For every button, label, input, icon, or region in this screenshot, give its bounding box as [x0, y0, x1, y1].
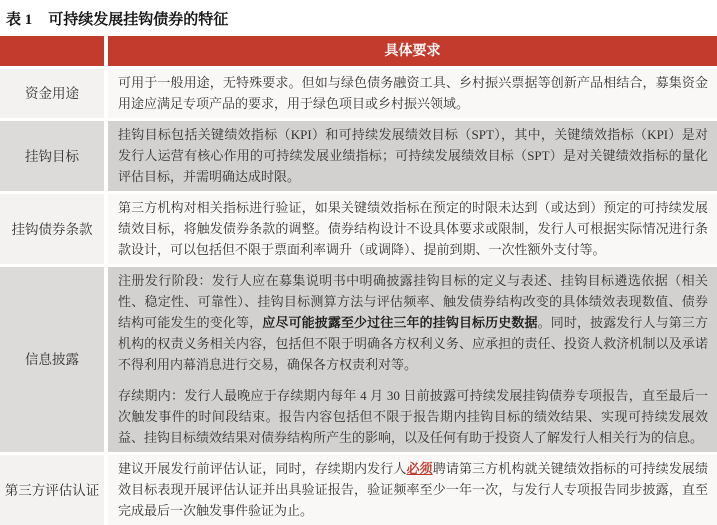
row-content-bond-terms — [108, 194, 717, 264]
row-label-linked-targets: 挂钩目标 — [0, 121, 104, 191]
paragraph: 第三方机构对相关指标进行验证，如果关键绩效指标在预定的时限未达到（或达到）预定的可持续发展绩效目标，将触发债券条款的调整。债券结构设计不设具体要求或限制，发行人可根据实际情况进行条款设计，可以包括但不限于票面利率调升（或调降）、提前到期、一次性额外支付等。 — [118, 200, 708, 257]
row-content-funds-usage — [108, 69, 717, 118]
sustainability-bond-table — [0, 36, 717, 525]
paragraph: 挂钩目标包括关键绩效指标（KPI）和可持续发展绩效目标（SPT），其中，关键绩效指标（KPI）是对发行人运营有核心作用的可持续发展业绩指标；可持续发展绩效目标（SPT）是对关键绩效指标的量化评估目标，并需明确达成时限。 — [118, 127, 708, 184]
table-number: 表 1 — [6, 12, 33, 28]
header-requirements-cell: 具体要求 — [108, 36, 717, 66]
row-content-linked-targets — [108, 121, 717, 191]
paragraph: 可用于一般用途，无特殊要求。但如与绿色债务融资工具、乡村振兴票据等创新产品相结合，募集资金用途应满足专项产品的要求，用于绿色项目或乡村振兴领域。 — [118, 75, 708, 111]
row-label-funds-usage: 资金用途 — [0, 69, 104, 118]
text-segment: 聘请第三方机构就关键绩效指标的可持续发展绩效目标表现开展评估认证并出具验证报告，验证频率至少一年一次，与发行人专项报告同步披露，直至完成最后一次触发事件验证为止。 — [118, 461, 708, 518]
header-empty-cell — [0, 36, 104, 66]
paragraph — [118, 458, 708, 521]
paragraph-registration-stage — [118, 270, 708, 375]
text-segment: 注册发行阶段：发行人应在募集说明书中明确披露挂钩目标的定义与表述、挂钩目标遴选依据（相关性、稳定性、可靠性）、挂钩目标测算方法与评估频率、触发债券结构改变的具体绩效表现数值、债券结构可能发生的变化等， — [118, 273, 708, 330]
table-title — [0, 0, 717, 36]
text-segment: 。同时，披露发行人与第三方机构的权责义务相关内容，包括但不限于明确各方权利义务、应承担的责任、投资人救济机制以及承诺不得利用内幕消息进行交易，确保各方权责利对等。 — [118, 315, 708, 372]
row-label-bond-terms: 挂钩债券条款 — [0, 194, 104, 264]
row-label-info-disclosure: 信息披露 — [0, 267, 104, 452]
row-content-third-party-assessment — [108, 455, 717, 525]
red-emphasis-must: 必须 — [406, 461, 433, 476]
table-title-text: 可持续发展挂钩债券的特征 — [48, 12, 229, 28]
text-segment: 建议开展发行前评估认证，同时，存续期内发行人 — [118, 461, 407, 476]
paragraph-duration-period: 存续期内：发行人最晚应于存续期内每年 4 月 30 日前披露可持续发展挂钩债券专项报告，直至最后一次触发事件的时间段结束。报告内容包括但不限于报告期内挂钩目标的绩效结果、实现可持续发展效益、挂钩目标绩效结果对债券结构所产生的影响，以及任何有助于投资人了解发行人相关行为的信息。 — [118, 388, 708, 445]
row-label-third-party-assessment: 第三方评估认证 — [0, 455, 104, 525]
row-content-info-disclosure — [108, 267, 717, 452]
bold-emphasis-historical-data: 应尽可能披露至少过往三年的挂钩目标历史数据 — [262, 315, 538, 330]
